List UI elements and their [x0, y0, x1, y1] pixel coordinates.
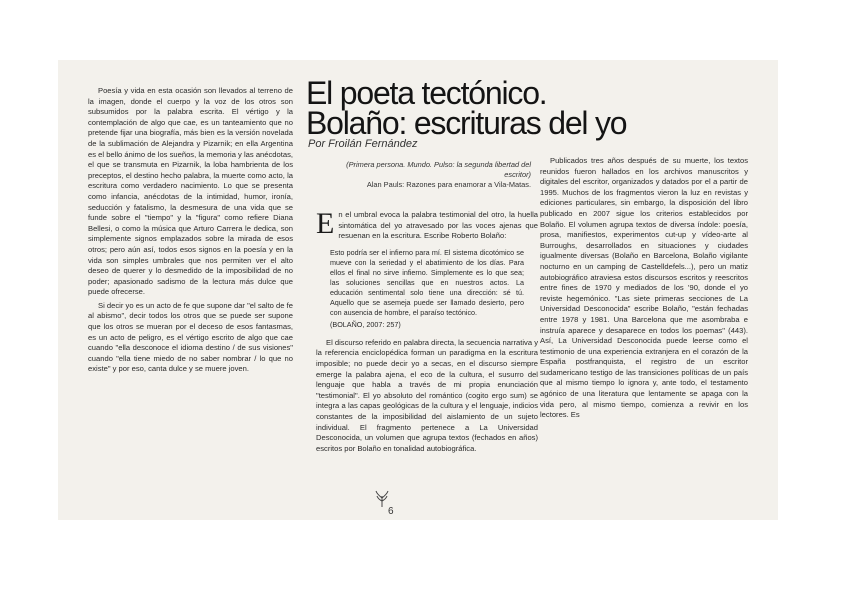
column-right — [540, 156, 748, 424]
epigraph-text: (Primera persona. Mundo. Pulso: la segunda libertad del escritor) — [346, 160, 531, 179]
quote-text: Esto podría ser el infierno para mí. El sistema dicotómico se mueve con la seriedad y el abatimiento de los días. Para ellos el final no sirve infierno. Simplemente es lo que sea; las soluciones sencillas que en nuestros actos. La educación sentimental solo tiene una dirección: sé tú. Aquello que se asemeja puede ser llamado desierto, pero con ausencia de hombre, el paraíso tectónico. — [330, 247, 524, 317]
intro-text: n el umbral evoca la palabra testimonial del otro, la huella sintomática del yo atravesado por las voces ajenas que resuenan en la escritura. Escribe Roberto Bolaño: — [338, 210, 538, 241]
quote-reference: (BOLAÑO, 2007: 257) — [330, 319, 401, 329]
epigraph-source: Alan Pauls: Razones para enamorar a Vila-Matas. — [366, 180, 531, 189]
column-middle — [316, 207, 538, 457]
epigraph — [326, 160, 531, 190]
article-title: El poeta tectónico. Bolaño: escrituras del yo — [306, 75, 627, 141]
paragraph: Poesía y vida en esta ocasión son llevados al terreno de la imagen, donde el cuerpo y la voz de los otros son subsumidos por la palabra escrita. El vértigo y la contemplación de algo que cae, es un tanteamiento que no pretende fijar una biografía, más bien es la versión novelada de la sublimación de Alejandra y Pizarnik; en ella Argentina es el bello ánimo de los sueños, la memoria y las anécdotas, el que se transmuta en Pizarnik, la loba hambrienta de los preceptos, el destino hecho palabra, la muerte como acto, la escritura como verdadero nacimiento. Lo que se presenta como infancia, anécdotas de la intimidad, humor, ironía, seducción y fatalismo, la desmesura de una vida que se funde sobre el "tiempo" y la "figura" como refiere Diana Bellesi, o como la música que Arturo Carrera le dedica, son simplemente signos emplazados sobre la mirada de esos otros; pero aún así, todos esos signos en la poesía y en la vida son simples umbrales que nos permiten ver el alto deseo de querer y lo desmedido de la imposibilidad de no poder; apasionado sadismo de la lectura más dulce que puede ofrecerse. — [88, 86, 293, 297]
paragraph: Publicados tres años después de su muerte, los textos reunidos fueron hallados en los archivos manuscritos y digitales del escritor, organizados y datados por el a partir de 1995. Muchos de los fragmentos vieron la luz en revistas y ediciones particulares, sin embargo, la disposición del libro publicado en 2007 sigue los criterios establecidos por Bolaño. El volumen agrupa textos de diversa índole: poesía, prosa, manifiestos, experimentos cut-up y vídeo-arte al Burroughs, desarrollados en situaciones y ciudades igualmente diversas (Bolaño en Barcelona, Bolaño vigilante nocturno en un camping de Castelldefels...), pero un matiz autobiográfico atraviesa estos discursos escritos y reescritos entre fines de 1970 y mediados de los '90, donde el yo reviste hegemónico. "Las siete primeras secciones de La Universidad Desconocida" escribe Bolaño, "están fechadas entre 1978 y 1981. Una Barcelona que me asombraba e instruía aparece y desaparece en todos los poemas" (443). Así, La Universidad Desconocida puede leerse como el testimonio de una experiencia extranjera en el corazón de la España postfranquista, el registro de un escritor sudamericano testigo de las transiciones políticas de un país que al mismo tiempo lo ignora y, ante todo, el testamento agónico de una literatura que lentamente se apaga con la vida pero, al mismo tiempo, comienza a revivir en los lectores. Es — [540, 156, 748, 420]
paragraph: El discurso referido en palabra directa, la secuencia narrativa y la referencia enciclopédica forman un paradigma en la escritura imposible; no puede decir yo a secas, en el discurso siempre emerge la palabra ajena, el eco de la cultura, el susurro del lenguaje que habla a través de mi propia enunciación "testimonial". El yo absoluto del romántico (cogito ergo sum) se integra a las capas geológicas de la cultura y el lenguaje, indicios constantes de la imposibilidad del aislamiento de un sujeto individual. El fragmento pertenece a La Universidad Desconocida, un volumen que agrupa textos (fechados en años) escritos por Bolaño en tonalidad autobiográfica. — [316, 337, 538, 453]
paragraph: Si decir yo es un acto de fe que supone dar "el salto de fe al abismo", decir todos los otros que se puede ser supone que los otros se mueran por el deceso de esos fantasmas, es un acto de peligro, es el vértigo escrito de algo que cae cuando "ella desconoce el idioma destino / de sus visiones" cuando "ella tiene miedo de no saber nombrar / lo que no existe" y por eso, canta dulce y se muere joven. — [88, 300, 293, 374]
column-left — [88, 86, 293, 378]
block-quote — [330, 248, 524, 330]
magazine-page — [58, 60, 778, 520]
article-byline: Por Froilán Fernández — [308, 138, 418, 150]
drop-cap: E — [316, 207, 335, 240]
intro-paragraph — [316, 207, 538, 242]
page-number: 6 — [388, 506, 394, 517]
